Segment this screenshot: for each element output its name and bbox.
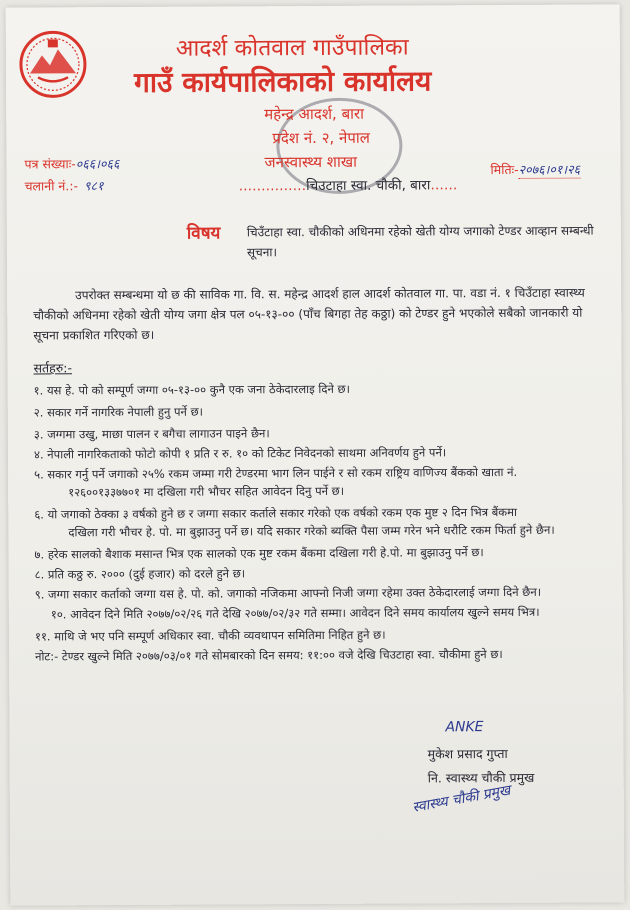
chalani-number: चलानी नं.:- ९८१ <box>24 178 104 194</box>
document-page <box>6 4 625 905</box>
subject-text: चिउँटाहा स्वा. चौकीको अधिनमा रहेको खेती योग्य जगाको टेण्डर आव्हान सम्बन्धी सूचना। <box>246 223 594 260</box>
condition-item: २. सकार गर्ने नागरिक नेपाली हुनु पर्ने छ। <box>33 404 204 420</box>
note-line: नोट:- टेण्डर खुल्ने मिति २०७७/०३/०१ गते सोमबारको दिन समय: ११:०० वजे देखि चिउटाहा स्वा. चौकीमा हुने छ। <box>35 647 503 664</box>
signature-scribble: ANKE <box>445 719 484 736</box>
signatory-title: नि. स्वास्थ्य चौकी प्रमुख <box>427 769 535 786</box>
condition-item: ३. जग्गमा उखु, माछा पालन र बगैचा लागाउन पाइने छैन। <box>33 426 270 442</box>
patra-sankhya: पत्र संख्याः-०६६।०६६ <box>24 156 120 172</box>
condition-item: ४. नेपाली नागरिकताको फोटो कोपी १ प्रति र रु. १० को टिकेट निवेदनको साथमा अनिवर्णय हुने पर्ने। <box>33 445 447 462</box>
condition-item: ९. जग्गा सकार कर्ताको जग्गा यस हे. पो. को. जगाको नजिकमा आफ्नो निजी जग्गा रहेमा उक्त ठेकेदारलाई जग्गा दिने छैन। <box>34 584 542 602</box>
conditions-title: सर्तहरु:- <box>33 360 73 376</box>
signatory-name: मुकेश प्रसाद गुप्ता <box>427 745 508 762</box>
condition-item: ७. हरेक सालको बैशाक मसान्त भित्र एक सालको एक मुष्ट रकम बैंकमा दखिला गरी हे.पो. मा बुझाउनु पर्ने छ। <box>34 545 484 562</box>
address-line2: प्रदेश नं. २, नेपाल <box>272 128 370 148</box>
nepal-emblem-icon <box>18 29 88 99</box>
address-line1: महेन्द्र आदर्श, बारा <box>264 104 365 124</box>
office-name-line2: गाउँ कार्यपालिकाको कार्यालय <box>133 64 432 99</box>
section-name: जनस्वास्थ्य शाखा <box>264 152 358 172</box>
condition-item: ८. प्रति कठ्ठ रु. २००० (दुई हजार) को दरले हुने छ। <box>34 566 246 582</box>
date-field: मितिः-२०७६।०१।२६ <box>490 161 581 178</box>
body-paragraph: उपरोक्त सम्बन्धमा यो छ की साविक गा. वि. स. महेन्द्र आदर्श हाल आदर्श कोतवाल गा. पा. वडा नं. १ चिउँटाहा स्वास्थ्य चौकीको अधिनमा रहेको खेती योग्य जगा क्षेत्र पल ०५-१३-०० (पाँच बिगहा तेह कठ्ठा) को टेण्डर हुने भएकोले सबैको जानकारी यो सूचना प्रकाशित गरिएको छ। <box>33 285 585 343</box>
office-name-line1: आदर्श कोतवाल गाउँपालिका <box>175 34 409 62</box>
location-line: ……………चिउटाहा स्वा. चौकी, बारा…… <box>238 177 458 195</box>
condition-item: ५. सकार गर्नु पर्ने जगाको २५% रकम जम्मा गरी टेण्डरमा भाग लिन पाईने र सो रकम राष्ट्रिय वाणिज्य बैंकको खाता नं. १२६००१३३७७०१ मा दखिला गरी भौचर सहित आवेदन दिनु पर्ने छ। <box>34 464 518 500</box>
condition-item: १०. आवेदन दिने मिति २०७७/०२/२६ गते देखि २०७७/०२/३२ गते सम्मा। आवेदन दिने समय कार्यालय खुल्ने समय भित्र। <box>50 604 540 622</box>
subject-label: विषय <box>186 223 221 244</box>
condition-item: ११. माथि जे भए पनि सम्पूर्ण अधिकार स्वा. चौकी व्यवथापन समितिमा निहित हुने छ। <box>34 627 386 644</box>
condition-item: १. यस हे. पो को सम्पूर्ण जग्गा ०५-१३-०० कुनै एक जना ठेकेदारलाइ दिने छ। <box>33 381 350 398</box>
signatory-stamp: स्वास्थ्य चौकी प्रमुख <box>411 782 512 816</box>
condition-item: ६. यो जगाको ठेक्का ३ वर्षको हुने छ र जग्गा सकार कर्ताले सकार गरेको एक वर्षको रकम एक मुष्ट २ दिन भित्र बैंकमा दखिला गरी भौचर हे. पो. मा बुझाउनु पर्ने छ। यदि सकार गरेको ब्यक्ति पैसा जम्म गरेन भने धरौटि रकम फिर्ता हुने छैन। <box>34 504 555 540</box>
